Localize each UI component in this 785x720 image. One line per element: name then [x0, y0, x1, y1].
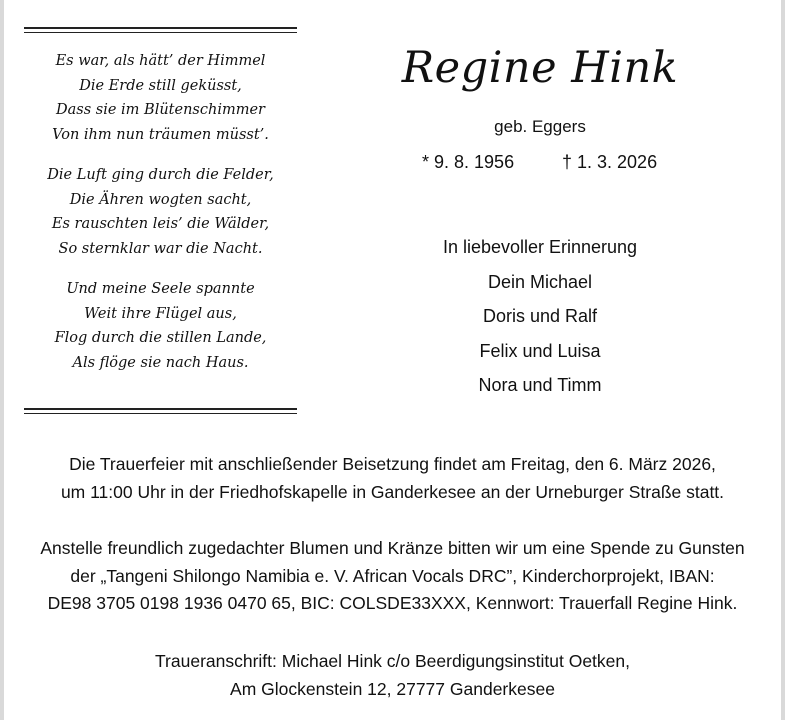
birth-date: * 9. 8. 1956 — [422, 152, 515, 172]
poem-line: Die Ähren wogten sacht, — [69, 191, 252, 208]
notice-line: Die Trauerfeier mit anschließender Beisetzung findet am Freitag, den 6. März 2026, — [69, 454, 716, 474]
mourner-name: Nora und Timm — [478, 375, 602, 395]
poem-line: Und meine Seele spannte — [66, 281, 255, 297]
notice-line: Anstelle freundlich zugedachter Blumen und Kränze bitten wir um eine Spende zu Gunsten — [40, 538, 745, 558]
deceased-name: Regine Hink — [401, 43, 679, 93]
poem-stanza — [24, 163, 297, 261]
poem-stanza — [24, 49, 297, 147]
notice-line: Traueranschrift: Michael Hink c/o Beerdigungsinstitut Oetken, — [155, 651, 630, 671]
top-divider — [24, 27, 297, 33]
poem-line: Flog durch die stillen Lande, — [54, 330, 267, 346]
birth-name: geb. Eggers — [494, 117, 586, 136]
mourner-name: Doris und Ralf — [482, 306, 598, 326]
notice-line: Am Glockenstein 12, 27777 Ganderkesee — [230, 678, 555, 699]
notice-line: DE98 3705 0198 1936 0470 65, BIC: COLSDE33XXX, Kennwort: Trauerfall Regine Hink. — [47, 593, 738, 613]
poem-line: Weit ihre Flügel aus, — [84, 305, 237, 322]
mourner-name: Dein Michael — [487, 271, 593, 292]
poem-line: Es rauschten leis’ die Wälder, — [51, 216, 270, 232]
poem-line: Als flöge sie nach Haus. — [72, 354, 249, 371]
poem-line: So sternklar war die Nacht. — [58, 240, 263, 257]
poem — [24, 49, 297, 391]
poem-stanza — [24, 277, 297, 375]
death-date: † 1. 3. 2026 — [562, 152, 658, 172]
poem-line: Es war, als hätt’ der Himmel — [55, 53, 266, 69]
mourner-name: Felix und Luisa — [479, 340, 601, 361]
ceremony-notice — [0, 451, 785, 506]
life-dates — [0, 150, 785, 174]
poem-line: Dass sie im Blütenschimmer — [56, 102, 265, 118]
poem-line: Die Luft ging durch die Felder, — [47, 167, 274, 183]
donation-notice — [0, 535, 785, 618]
poem-line: Die Erde still geküsst, — [79, 77, 242, 94]
notice-line: der „Tangeni Shilongo Namibia e. V. African Vocals DRC”, Kinderchorprojekt, IBAN: — [70, 565, 715, 586]
poem-line: Von ihm nun träumen müsst’. — [52, 126, 269, 143]
bottom-divider — [24, 408, 297, 414]
notice-line: um 11:00 Uhr in der Friedhofskapelle in Ganderkesee an der Urneburger Straße statt. — [60, 481, 725, 502]
mourning-address — [0, 648, 785, 703]
mourners-list — [380, 230, 700, 403]
mourners-heading: In liebevoller Erinnerung — [442, 237, 638, 257]
